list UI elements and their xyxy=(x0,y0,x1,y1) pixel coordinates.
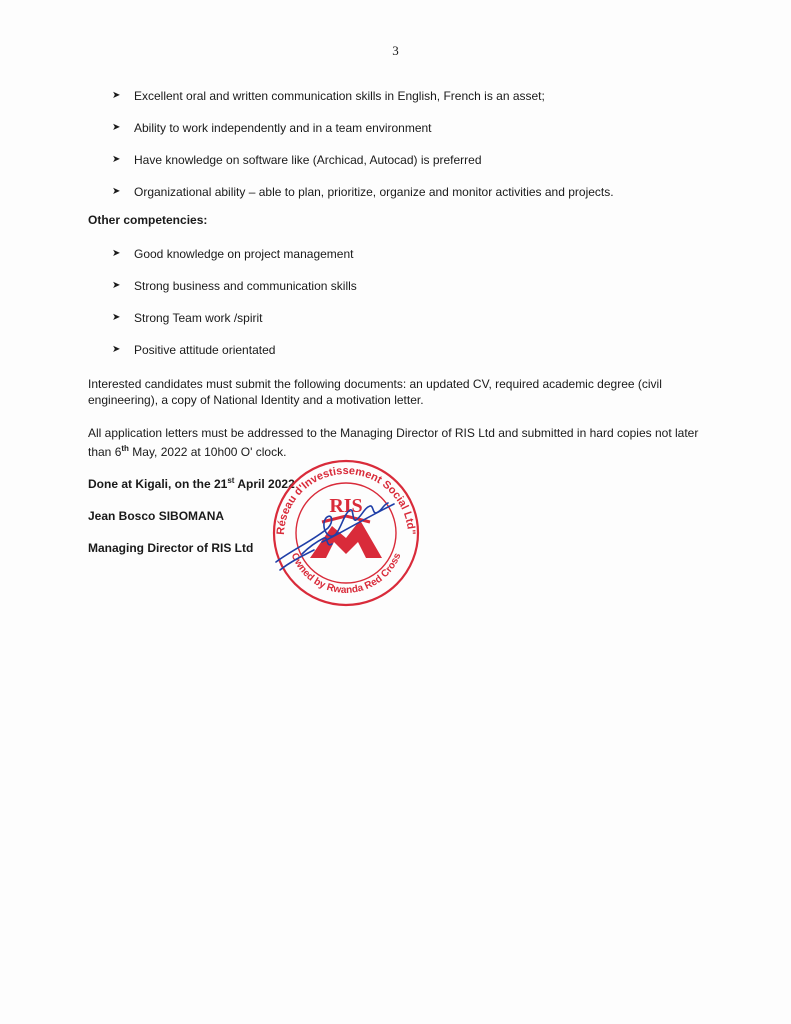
arrow-bullet-icon: ➤ xyxy=(112,312,121,323)
company-stamp xyxy=(262,458,430,608)
documents-paragraph: Interested candidates must submit the following documents: an updated CV, required academic degree (civil engineering), a copy of National Identity and a motivation letter. xyxy=(88,377,662,407)
deadline-paragraph: All application letters must be addressed to the Managing Director of RIS Ltd and submitted in hard copies not later than 6th May, 2022 at 10h00 O' clock. xyxy=(88,426,699,459)
arrow-bullet-icon: ➤ xyxy=(112,344,121,355)
done-at-line: Done at Kigali, on the 21st April 2022 xyxy=(88,476,295,491)
arrow-bullet-icon: ➤ xyxy=(112,154,121,165)
svg-text:Réseau d'Investissement Social: Réseau d'Investissement Social Ltd" xyxy=(274,465,418,536)
list-item: ➤ Organizational ability – able to plan, prioritize, organize and monitor activities and projects. xyxy=(112,185,614,199)
page-number: 3 xyxy=(392,43,399,58)
signatory-name: Jean Bosco SIBOMANA xyxy=(88,509,225,523)
stamp-seal xyxy=(274,461,418,605)
list-item: ➤ Have knowledge on software like (Archicad, Autocad) is preferred xyxy=(112,153,482,167)
requirements-list xyxy=(112,89,614,217)
arrow-bullet-icon: ➤ xyxy=(112,122,121,133)
list-item: ➤ Strong business and communication skills xyxy=(112,279,357,293)
list-item: ➤ Positive attitude orientated xyxy=(112,343,276,357)
list-item: ➤ Good knowledge on project management xyxy=(112,247,354,261)
list-item: ➤ Excellent oral and written communication skills in English, French is an asset; xyxy=(112,89,545,103)
arrow-bullet-icon: ➤ xyxy=(112,248,121,259)
competencies-heading: Other competencies: xyxy=(88,213,208,227)
competencies-list xyxy=(112,247,357,375)
arrow-bullet-icon: ➤ xyxy=(112,280,121,291)
list-item: ➤ Strong Team work /spirit xyxy=(112,311,263,325)
arrow-bullet-icon: ➤ xyxy=(112,186,121,197)
arrow-bullet-icon: ➤ xyxy=(112,90,121,101)
signatory-role: Managing Director of RIS Ltd xyxy=(88,541,254,555)
list-item: ➤ Ability to work independently and in a team environment xyxy=(112,121,432,135)
svg-text:RIS: RIS xyxy=(329,495,363,517)
svg-text:Owned by Rwanda Red Cross: Owned by Rwanda Red Cross xyxy=(288,551,404,596)
